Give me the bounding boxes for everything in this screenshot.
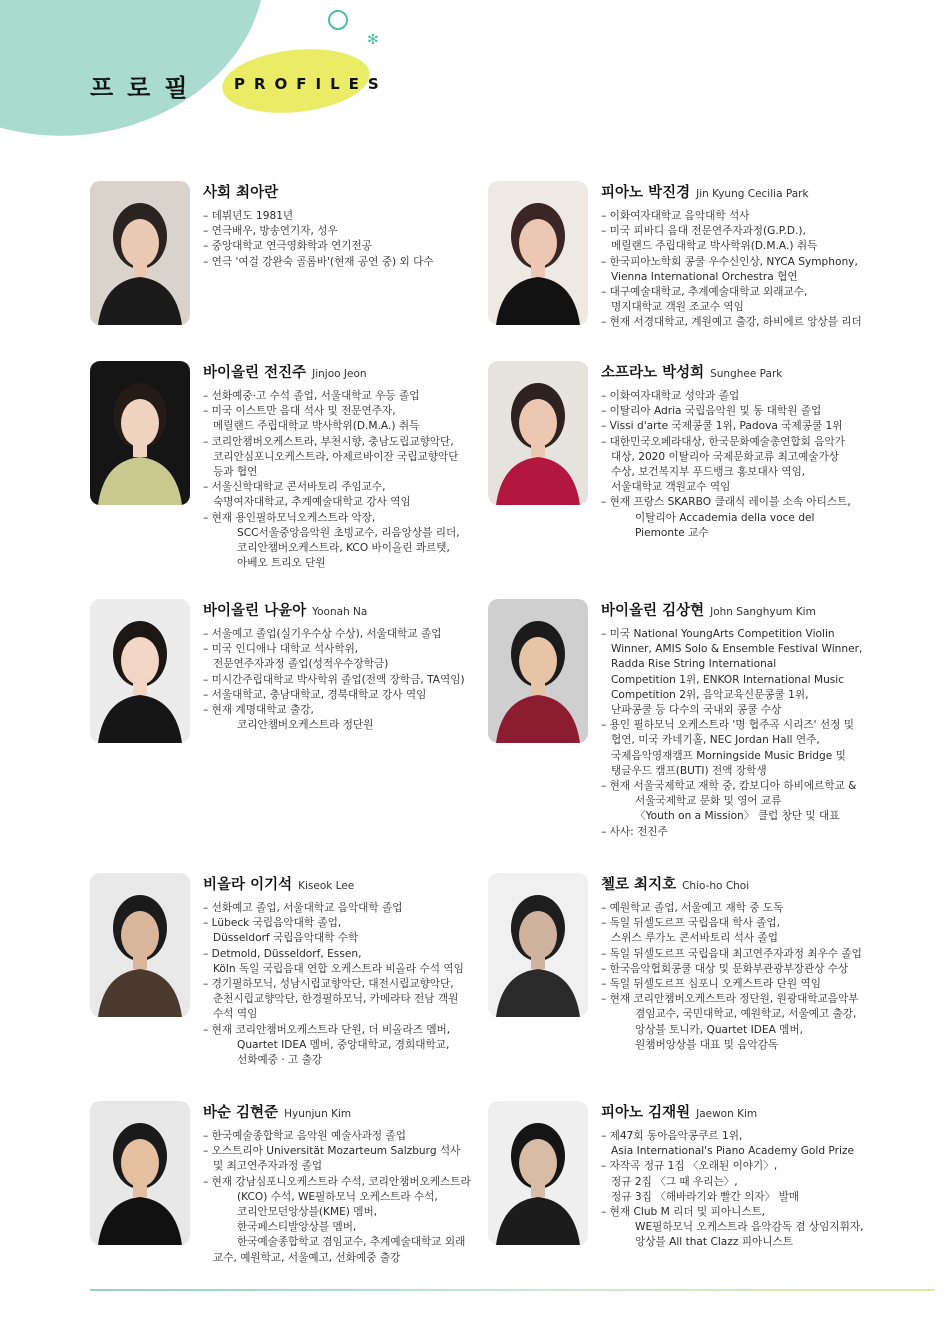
bio-item: – 미국 피바디 음대 전문연주자과정(G.P.D.),	[601, 224, 873, 239]
bio-item: 코리안챔버오케스트라 정단원	[237, 719, 374, 732]
bio-item: – 대한민국오페라대상, 한국문화예술총연합회 음악가	[601, 435, 873, 450]
bio-item: 〈Youth on a Mission〉 클럽 창단 및 대표	[635, 810, 840, 823]
profile-name-korean: 피아노 김재원	[601, 1105, 691, 1121]
bio-item: – 한국음악협회콩쿨 대상 및 문화부관광부장관상 수상	[601, 962, 873, 977]
bio-item: 한국예술종합학교 겸임교수, 추계예술대학교 외래	[237, 1236, 466, 1249]
bio-item: 아베오 트리오 단원	[237, 557, 326, 570]
bio-item: 메릴랜드 주립대학교 박사학위(D.M.A.) 취득	[611, 240, 818, 253]
profile-bio-list	[203, 627, 475, 733]
bio-item: – 서울예고 졸업(실기우수상 수상), 서울대학교 졸업	[203, 627, 475, 642]
profile-photo	[488, 181, 588, 325]
bio-item: Winner, AMIS Solo & Ensemble Festival Winner,	[611, 643, 863, 656]
bio-item: – 이화여자대학교 성악과 졸업	[601, 389, 873, 404]
decorative-ring-icon	[328, 10, 348, 30]
profile-info	[203, 599, 475, 733]
bio-item: 전문연주자과정 졸업(성적우수장학금)	[213, 658, 389, 671]
profile-bio-list	[203, 389, 475, 571]
bio-item: – 미시간주립대학교 박사학위 졸업(전액 장학금, TA역임)	[203, 673, 475, 688]
bio-item: – 현재 Club M 리더 및 피아니스트,	[601, 1205, 873, 1220]
bio-item: 수상, 보건복지부 푸드뱅크 홍보대사 역임,	[611, 466, 806, 479]
profile-name	[601, 599, 873, 620]
bio-item: – 서울신학대학교 콘서바토리 주임교수,	[203, 480, 475, 495]
bio-item: 난파콩쿨 등 다수의 국내외 콩쿨 수상	[611, 704, 782, 717]
profile-name-korean: 피아노 박진경	[601, 185, 691, 201]
bio-item: 이탈리아 Accademia della voce del	[635, 511, 815, 524]
profile-info	[601, 599, 873, 840]
bio-item: 명지대학교 객원 조교수 역임	[611, 301, 744, 314]
footer-divider	[90, 1289, 935, 1291]
bio-item: – 미국 인디애나 대학교 석사학위,	[203, 642, 475, 657]
bio-item: – 현재 프랑스 SKARBO 클래식 레이블 소속 아티스트,	[601, 495, 873, 510]
bio-item: Köln 독일 국립음대 연합 오케스트라 비올라 수석 역임	[213, 962, 464, 975]
bio-item: – 중앙대학교 연극영화학과 연기전공	[203, 239, 475, 254]
bio-item: – Detmold, Düsseldorf, Essen,	[203, 947, 475, 962]
profile-bio-list	[601, 389, 873, 541]
profile-name-english: Yoonah Na	[312, 606, 368, 618]
profile-bio-list	[601, 627, 873, 840]
decorative-sparkle-icon: ✻	[367, 32, 379, 48]
profile-info	[601, 1101, 873, 1251]
bio-item: 탱글우드 캠프(BUTI) 전액 장학생	[611, 764, 767, 777]
profile-bio-list	[203, 1129, 475, 1266]
bio-item: – 미국 이스트만 음대 석사 및 전문연주자,	[203, 404, 475, 419]
bio-item: – 선화예중·고 수석 졸업, 서울대학교 우등 졸업	[203, 389, 475, 404]
bio-item: – 현재 용인필하모닉오케스트라 악장,	[203, 511, 475, 526]
profile-bio-list	[601, 1129, 873, 1251]
profile-photo	[488, 599, 588, 743]
bio-item: – 독일 뒤셀도르프 국립음대 학사 졸업,	[601, 916, 873, 931]
bio-item: – 현재 강남심포니오케스트라 수석, 코리안챔버오케스트라	[203, 1175, 475, 1190]
bio-item: – 데뷔년도 1981년	[203, 209, 475, 224]
profile-name	[203, 181, 475, 202]
bio-item: 서울국제학교 문화 및 영어 교류	[635, 795, 782, 808]
bio-item: 협연, 미국 카네기홀, NEC Jordan Hall 연주,	[611, 734, 820, 747]
bio-item: (KCO) 수석, WE필하모닉 오케스트라 수석,	[237, 1190, 438, 1203]
bio-item: Asia International's Piano Academy Gold Prize	[611, 1145, 855, 1158]
bio-item: – 한국예술종합학교 음악원 예술사과정 졸업	[203, 1129, 475, 1144]
page-title-korean: 프로필	[90, 74, 202, 102]
profile-name-korean: 바이올린 김상현	[601, 603, 705, 619]
profile-name	[203, 361, 475, 382]
bio-item: 원챔버앙상블 대표 및 음악감독	[635, 1038, 779, 1051]
bio-item: 겸임교수, 국민대학교, 예원학교, 서울예고 출강,	[635, 1008, 857, 1021]
profile-name-english: John Sanghyum Kim	[710, 606, 816, 618]
profile-name-korean: 사회 최아란	[203, 185, 279, 201]
profile-info	[203, 1101, 475, 1266]
bio-item: 정규 2집 〈그 때 우리는〉,	[611, 1175, 738, 1188]
bio-item: – 제47회 동아음악콩쿠르 1위,	[601, 1129, 873, 1144]
page-title-english: PROFILES	[234, 75, 388, 93]
profile-name-korean: 비올라 이기석	[203, 877, 293, 893]
bio-item: – 자작곡 정규 1집 〈오래된 이야기〉,	[601, 1159, 873, 1174]
bio-item: – Lübeck 국립음악대학 졸업,	[203, 916, 475, 931]
profile-name	[601, 181, 873, 202]
bio-item: 한국페스티발앙상블 멤버,	[237, 1221, 357, 1234]
profile-photo	[90, 361, 190, 505]
bio-item: – 선화예고 졸업, 서울대학교 음악대학 졸업	[203, 901, 475, 916]
bio-item: – 독일 뒤셀도르프 국립음대 최고연주자과정 최우수 졸업	[601, 947, 873, 962]
bio-item: 스위스 루가노 콘서바토리 석사 졸업	[611, 932, 778, 945]
bio-item: 춘천시립교향악단, 한경필하모닉, 카메라타 전남 객원	[213, 993, 459, 1006]
profile-info	[203, 873, 475, 1068]
bio-item: – 한국피아노학회 콩쿨 우수신인상, NYCA Symphony,	[601, 255, 873, 270]
bio-item: – 대구예술대학교, 추계예술대학교 외래교수,	[601, 285, 873, 300]
bio-item: – 이탈리아 Adria 국립음악원 및 동 대학원 졸업	[601, 404, 873, 419]
bio-item: – 코리안챔버오케스트라, 부천시향, 충남도립교향악단,	[203, 435, 475, 450]
profile-name	[601, 873, 873, 894]
bio-item: – 오스트리아 Universität Mozarteum Salzburg 석사	[203, 1144, 475, 1159]
bio-item: 정규 3집 〈해바라기와 빨간 의자〉 발매	[611, 1190, 800, 1203]
bio-item: – 현재 서경대학교, 계원예고 출강, 하비에르 앙상블 리더	[601, 315, 873, 330]
bio-item: 서울대학교 객원교수 역임	[611, 481, 731, 494]
profile-name-korean: 소프라노 박성희	[601, 365, 705, 381]
profile-photo	[488, 1101, 588, 1245]
profile-name-english: Kiseok Lee	[298, 880, 355, 892]
bio-item: – 연극배우, 방송연기자, 성우	[203, 224, 475, 239]
bio-item: – 서울대학교, 충남대학교, 경북대학교 강사 역임	[203, 688, 475, 703]
profile-info	[203, 181, 475, 270]
bio-item: – 현재 코리안챔버오케스트라 정단원, 원광대학교음악부	[601, 992, 873, 1007]
profile-photo	[90, 1101, 190, 1245]
profile-photo	[90, 181, 190, 325]
bio-item: 코리안챔버오케스트라, KCO 바이올린 콰르텟,	[237, 542, 450, 555]
bio-item: 등과 협연	[213, 466, 258, 479]
profile-name-english: Jinjoo Jeon	[312, 368, 367, 380]
profile-name-korean: 첼로 최지호	[601, 877, 677, 893]
bio-item: – 경기필하모닉, 성남시립교향악단, 대전시립교향악단,	[203, 977, 475, 992]
profile-name	[601, 361, 873, 382]
bio-item: – 용인 필하모닉 오케스트라 '명 협주곡 시리즈' 선정 및	[601, 718, 873, 733]
profile-info	[601, 181, 873, 331]
bio-item: – 현재 계명대학교 출강,	[203, 703, 475, 718]
profile-bio-list	[203, 209, 475, 270]
bio-item: – 독일 뒤셀도르프 심포니 오케스트라 단원 역임	[601, 977, 873, 992]
bio-item: 국제음악영재캠프 Morningside Music Bridge 및	[611, 749, 846, 762]
profile-info	[601, 361, 873, 541]
bio-item: – 예원학교 졸업, 서울예고 재학 중 도독	[601, 901, 873, 916]
bio-item: – 사사: 전진주	[601, 825, 873, 840]
profile-name-english: Jin Kyung Cecilia Park	[696, 188, 809, 200]
bio-item: 숙명여자대학교, 추계예술대학교 강사 역임	[213, 496, 411, 509]
bio-item: 수석 역임	[213, 1008, 258, 1021]
profile-name	[203, 1101, 475, 1122]
bio-item: Competition 2위, 음악교육신문콩쿨 1위,	[611, 688, 809, 701]
profile-photo	[90, 873, 190, 1017]
bio-item: 앙상블 All that Clazz 피아니스트	[635, 1236, 793, 1249]
bio-item: 코리안심포니오케스트라, 아제르바이잔 국립교향악단	[213, 450, 459, 463]
profile-name-korean: 바이올린 나윤아	[203, 603, 307, 619]
profile-info	[203, 361, 475, 571]
profile-info	[601, 873, 873, 1053]
profile-name-english: Chio-ho Choi	[682, 880, 750, 892]
profile-name	[203, 599, 475, 620]
profile-name-english: Sunghee Park	[710, 368, 783, 380]
profile-photo	[488, 361, 588, 505]
bio-item: WE필하모닉 오케스트라 음악감독 겸 상임지휘자,	[635, 1221, 864, 1234]
profile-bio-list	[203, 901, 475, 1068]
bio-item: – 미국 National YoungArts Competition Violin	[601, 627, 873, 642]
bio-item: Piemonte 교수	[635, 526, 709, 539]
bio-item: 선화예중 · 고 출강	[237, 1054, 323, 1067]
bio-item: 교수, 예원학교, 서울예고, 선화예중 출강	[213, 1251, 401, 1264]
profile-photo	[90, 599, 190, 743]
bio-item: Quartet IDEA 멤버, 중앙대학교, 경희대학교,	[237, 1038, 450, 1051]
bio-item: – 연극 '여걸 강완숙 골롬바'(현재 공연 중) 외 다수	[203, 255, 475, 270]
bio-item: – 현재 서울국제학교 재학 중, 캄보디아 하비에르학교 &	[601, 779, 873, 794]
profile-bio-list	[601, 209, 873, 331]
bio-item: 및 최고연주자과정 졸업	[213, 1160, 323, 1173]
bio-item: – 현재 코리안챔버오케스트라 단원, 더 비올라즈 멤버,	[203, 1023, 475, 1038]
profile-name	[203, 873, 475, 894]
bio-item: SCC서울중앙음악원 초빙교수, 리음앙상블 리더,	[237, 526, 460, 539]
profile-bio-list	[601, 901, 873, 1053]
bio-item: – 이화여자대학교 음악대학 석사	[601, 209, 873, 224]
profile-photo	[488, 873, 588, 1017]
bio-item: – Vissi d'arte 국제콩쿨 1위, Padova 국제콩쿨 1위	[601, 419, 873, 434]
bio-item: Vienna International Orchestra 협연	[611, 270, 798, 283]
profile-name-english: Hyunjun Kim	[284, 1108, 352, 1120]
bio-item: 메릴랜드 주립대학교 박사학위(D.M.A.) 취득	[213, 420, 420, 433]
bio-item: 앙상블 토니카, Quartet IDEA 멤버,	[635, 1023, 804, 1036]
bio-item: Radda Rise String International	[611, 658, 777, 671]
bio-item: 대상, 2020 이탈리아 국제문화교류 최고예술가상	[611, 450, 840, 463]
profile-name-english: Jaewon Kim	[696, 1108, 758, 1120]
bio-item: Competition 1위, ENKOR International Music	[611, 673, 845, 686]
profile-name	[601, 1101, 873, 1122]
bio-item: 코리안모던앙상블(KME) 멤버,	[237, 1206, 378, 1219]
bio-item: Düsseldorf 국립음악대학 수학	[213, 932, 359, 945]
profile-name-korean: 바순 김현준	[203, 1105, 279, 1121]
profile-name-korean: 바이올린 전진주	[203, 365, 307, 381]
